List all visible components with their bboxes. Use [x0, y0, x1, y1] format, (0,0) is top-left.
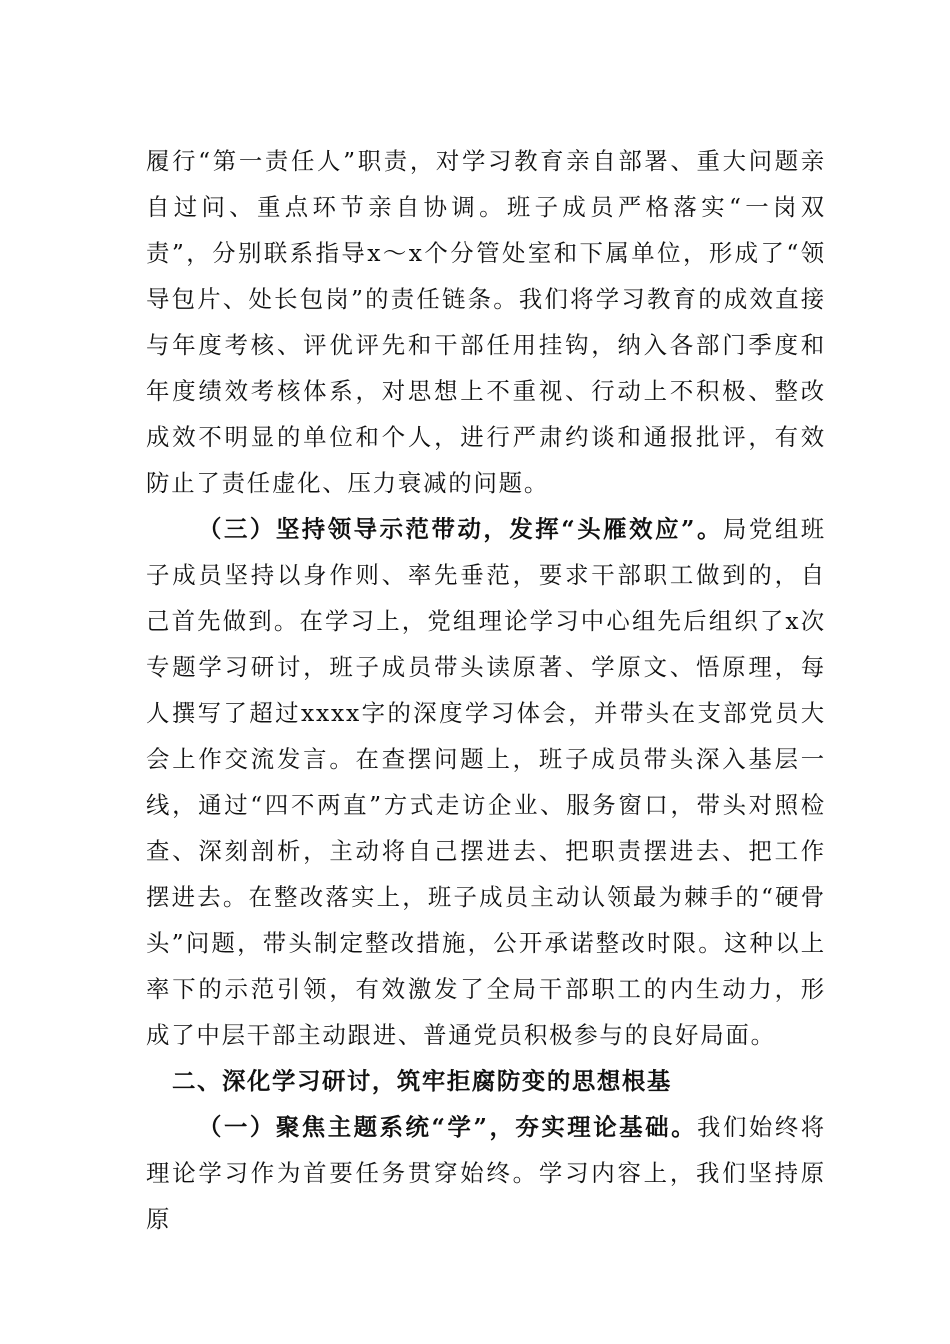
subsection-lead-heading: （一）聚焦主题系统“学”，夯实理论基础。 [198, 1113, 698, 1141]
section-body-text: 局党组班子成员坚持以身作则、率先垂范，要求干部职工做到的，自己首先做到。在学习上，党组理论学习中心组先后组织了x次专题学习研讨，班子成员带头读原著、学原文、悟原理，每人撰写了超过xxxx字的深度学习体会，并带头在支部党员大会上作交流发言。在查摆问题上，班子成员带头深入基层一线，通过“四不两直”方式走访企业、服务窗口，带头对照检查、深刻剖析，主动将自己摆进去、把职责摆进去、把工作摆进去。在整改落实上，班子成员主动认领最为棘手的“硬骨头”问题，带头制定整改措施，公开承诺整改时限。这种以上率下的示范引领，有效激发了全局干部职工的内生动力，形成了中层干部主动跟进、普通党员积极参与的良好局面。 [146, 515, 826, 1049]
document-body [146, 138, 826, 1242]
paragraph-leadership-example [146, 506, 826, 1058]
subsection-body-text: 我们始终将理论学习作为首要任务贯穿始终。学习内容上，我们坚持原原 [146, 1113, 826, 1233]
paragraph-theory-study [146, 1104, 826, 1242]
section-lead-heading: （三）坚持领导示范带动，发挥“头雁效应”。 [198, 515, 723, 543]
paragraph-responsibility-chain: 履行“第一责任人”职责，对学习教育亲自部署、重大问题亲自过问、重点环节亲自协调。班子成员严格落实“一岗双责”，分别联系指导x～x个分管处室和下属单位，形成了“领导包片、处长包岗”的责任链条。我们将学习教育的成效直接与年度考核、评优评先和干部任用挂钩，纳入各部门季度和年度绩效考核体系，对思想上不重视、行动上不积极、整改成效不明显的单位和个人，进行严肃约谈和通报批评，有效防止了责任虚化、压力衰减的问题。 [146, 147, 826, 497]
section-heading: 二、深化学习研讨，筑牢拒腐防变的思想根基 [172, 1067, 672, 1095]
